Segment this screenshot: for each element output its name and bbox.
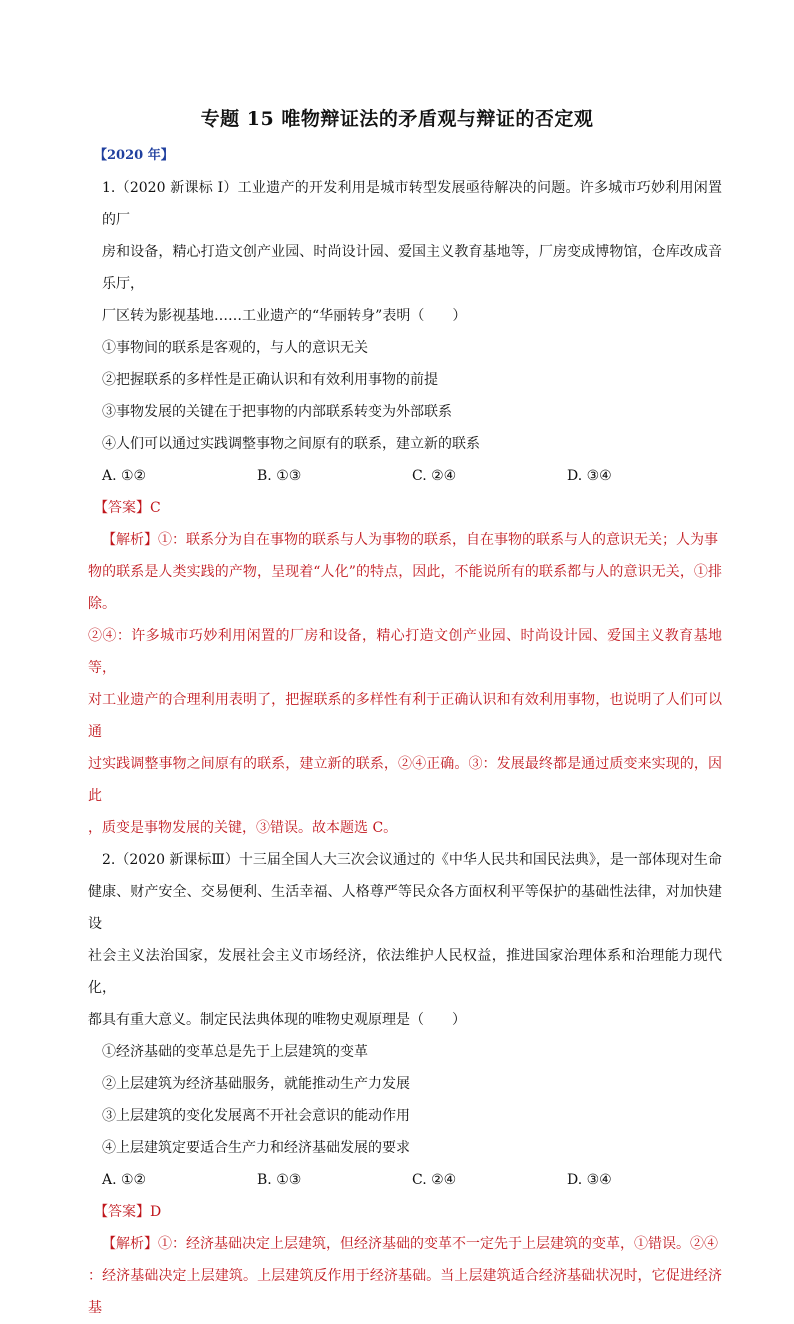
- stem-line: 社会主义法治国家，发展社会主义市场经济，依法维护人民权益，推进国家治理体系和治理能力现代化，: [88, 948, 722, 996]
- question-1-answer: 【答案】C: [94, 500, 161, 516]
- question-2-stem: [88, 844, 722, 1036]
- stem-line: 1.（2020 新课标 I）工业遗产的开发利用是城市转型发展亟待解决的问题。许多城市巧妙利用闲置的厂: [102, 180, 722, 228]
- analysis-line: ，质变是事物发展的关键，③错误。故本题选 C。: [88, 820, 398, 836]
- analysis-line: 物的联系是人类实践的产物，呈现着“人化”的特点，因此，不能说所有的联系都与人的意识无关，①排除。: [88, 564, 722, 612]
- question-1-analysis: [88, 524, 722, 844]
- analysis-line: 【解析】①：联系分为自在事物的联系与人为事物的联系，自在事物的联系与人的意识无关；人为事: [102, 532, 718, 548]
- question-2-options: [88, 1164, 722, 1196]
- option-c: C. ②④: [412, 1172, 457, 1188]
- question-1-item: ①事物间的联系是客观的，与人的意识无关: [102, 340, 368, 356]
- stem-line: 健康、财产安全、交易便利、生活幸福、人格尊严等民众各方面权利平等保护的基础性法律，对加快建设: [88, 884, 722, 932]
- option-d: D. ③④: [567, 1172, 612, 1188]
- question-1-item: ③事物发展的关键在于把事物的内部联系转变为外部联系: [102, 404, 452, 420]
- stem-line: 都具有重大意义。制定民法典体现的唯物史观原理是（ ）: [88, 1012, 466, 1028]
- question-2: [88, 844, 722, 1324]
- option-b: B. ①③: [257, 1172, 302, 1188]
- question-2-item: ①经济基础的变革总是先于上层建筑的变革: [102, 1044, 368, 1060]
- analysis-line: ：经济基础决定上层建筑。上层建筑反作用于经济基础。当上层建筑适合经济基础状况时，它促进经济基: [88, 1268, 722, 1316]
- question-1-options: [88, 460, 722, 492]
- stem-line: 2.（2020 新课标Ⅲ）十三届全国人大三次会议通过的《中华人民共和国民法典》，是一部体现对生命: [102, 852, 722, 868]
- option-a: A. ①②: [102, 1172, 147, 1188]
- question-2-item: ④上层建筑定要适合生产力和经济基础发展的要求: [102, 1140, 410, 1156]
- analysis-line: 对工业遗产的合理利用表明了，把握联系的多样性有利于正确认识和有效利用事物，也说明了人们可以通: [88, 692, 722, 740]
- option-c: C. ②④: [412, 468, 457, 484]
- year-section-label: 【2020 年】: [94, 148, 174, 163]
- option-d: D. ③④: [567, 468, 612, 484]
- question-2-answer: 【答案】D: [94, 1204, 162, 1220]
- option-a: A. ①②: [102, 468, 147, 484]
- page-title: 专题 15 唯物辩证法的矛盾观与辩证的否定观: [200, 108, 594, 130]
- question-2-analysis: [88, 1228, 722, 1324]
- question-2-item: ③上层建筑的变化发展离不开社会意识的能动作用: [102, 1108, 410, 1124]
- question-1-item: ②把握联系的多样性是正确认识和有效利用事物的前提: [102, 372, 438, 388]
- question-1-item: ④人们可以通过实践调整事物之间原有的联系，建立新的联系: [102, 436, 480, 452]
- analysis-line: 过实践调整事物之间原有的联系，建立新的联系，②④正确。③：发展最终都是通过质变来实现的，因此: [88, 756, 722, 804]
- option-b: B. ①③: [257, 468, 302, 484]
- stem-line: 房和设备，精心打造文创产业园、时尚设计园、爱国主义教育基地等，厂房变成博物馆，仓库改成音乐厅，: [102, 244, 722, 292]
- question-2-item: ②上层建筑为经济基础服务，就能推动生产力发展: [102, 1076, 410, 1092]
- analysis-line: ②④：许多城市巧妙利用闲置的厂房和设备，精心打造文创产业园、时尚设计园、爱国主义教育基地等，: [88, 628, 722, 676]
- question-1: [88, 172, 722, 844]
- analysis-line: 【解析】①：经济基础决定上层建筑，但经济基础的变革不一定先于上层建筑的变革，①错误。②④: [102, 1236, 718, 1252]
- document-content: [88, 140, 722, 1324]
- question-1-stem: [88, 172, 722, 332]
- stem-line: 厂区转为影视基地……工业遗产的“华丽转身”表明（ ）: [102, 308, 467, 324]
